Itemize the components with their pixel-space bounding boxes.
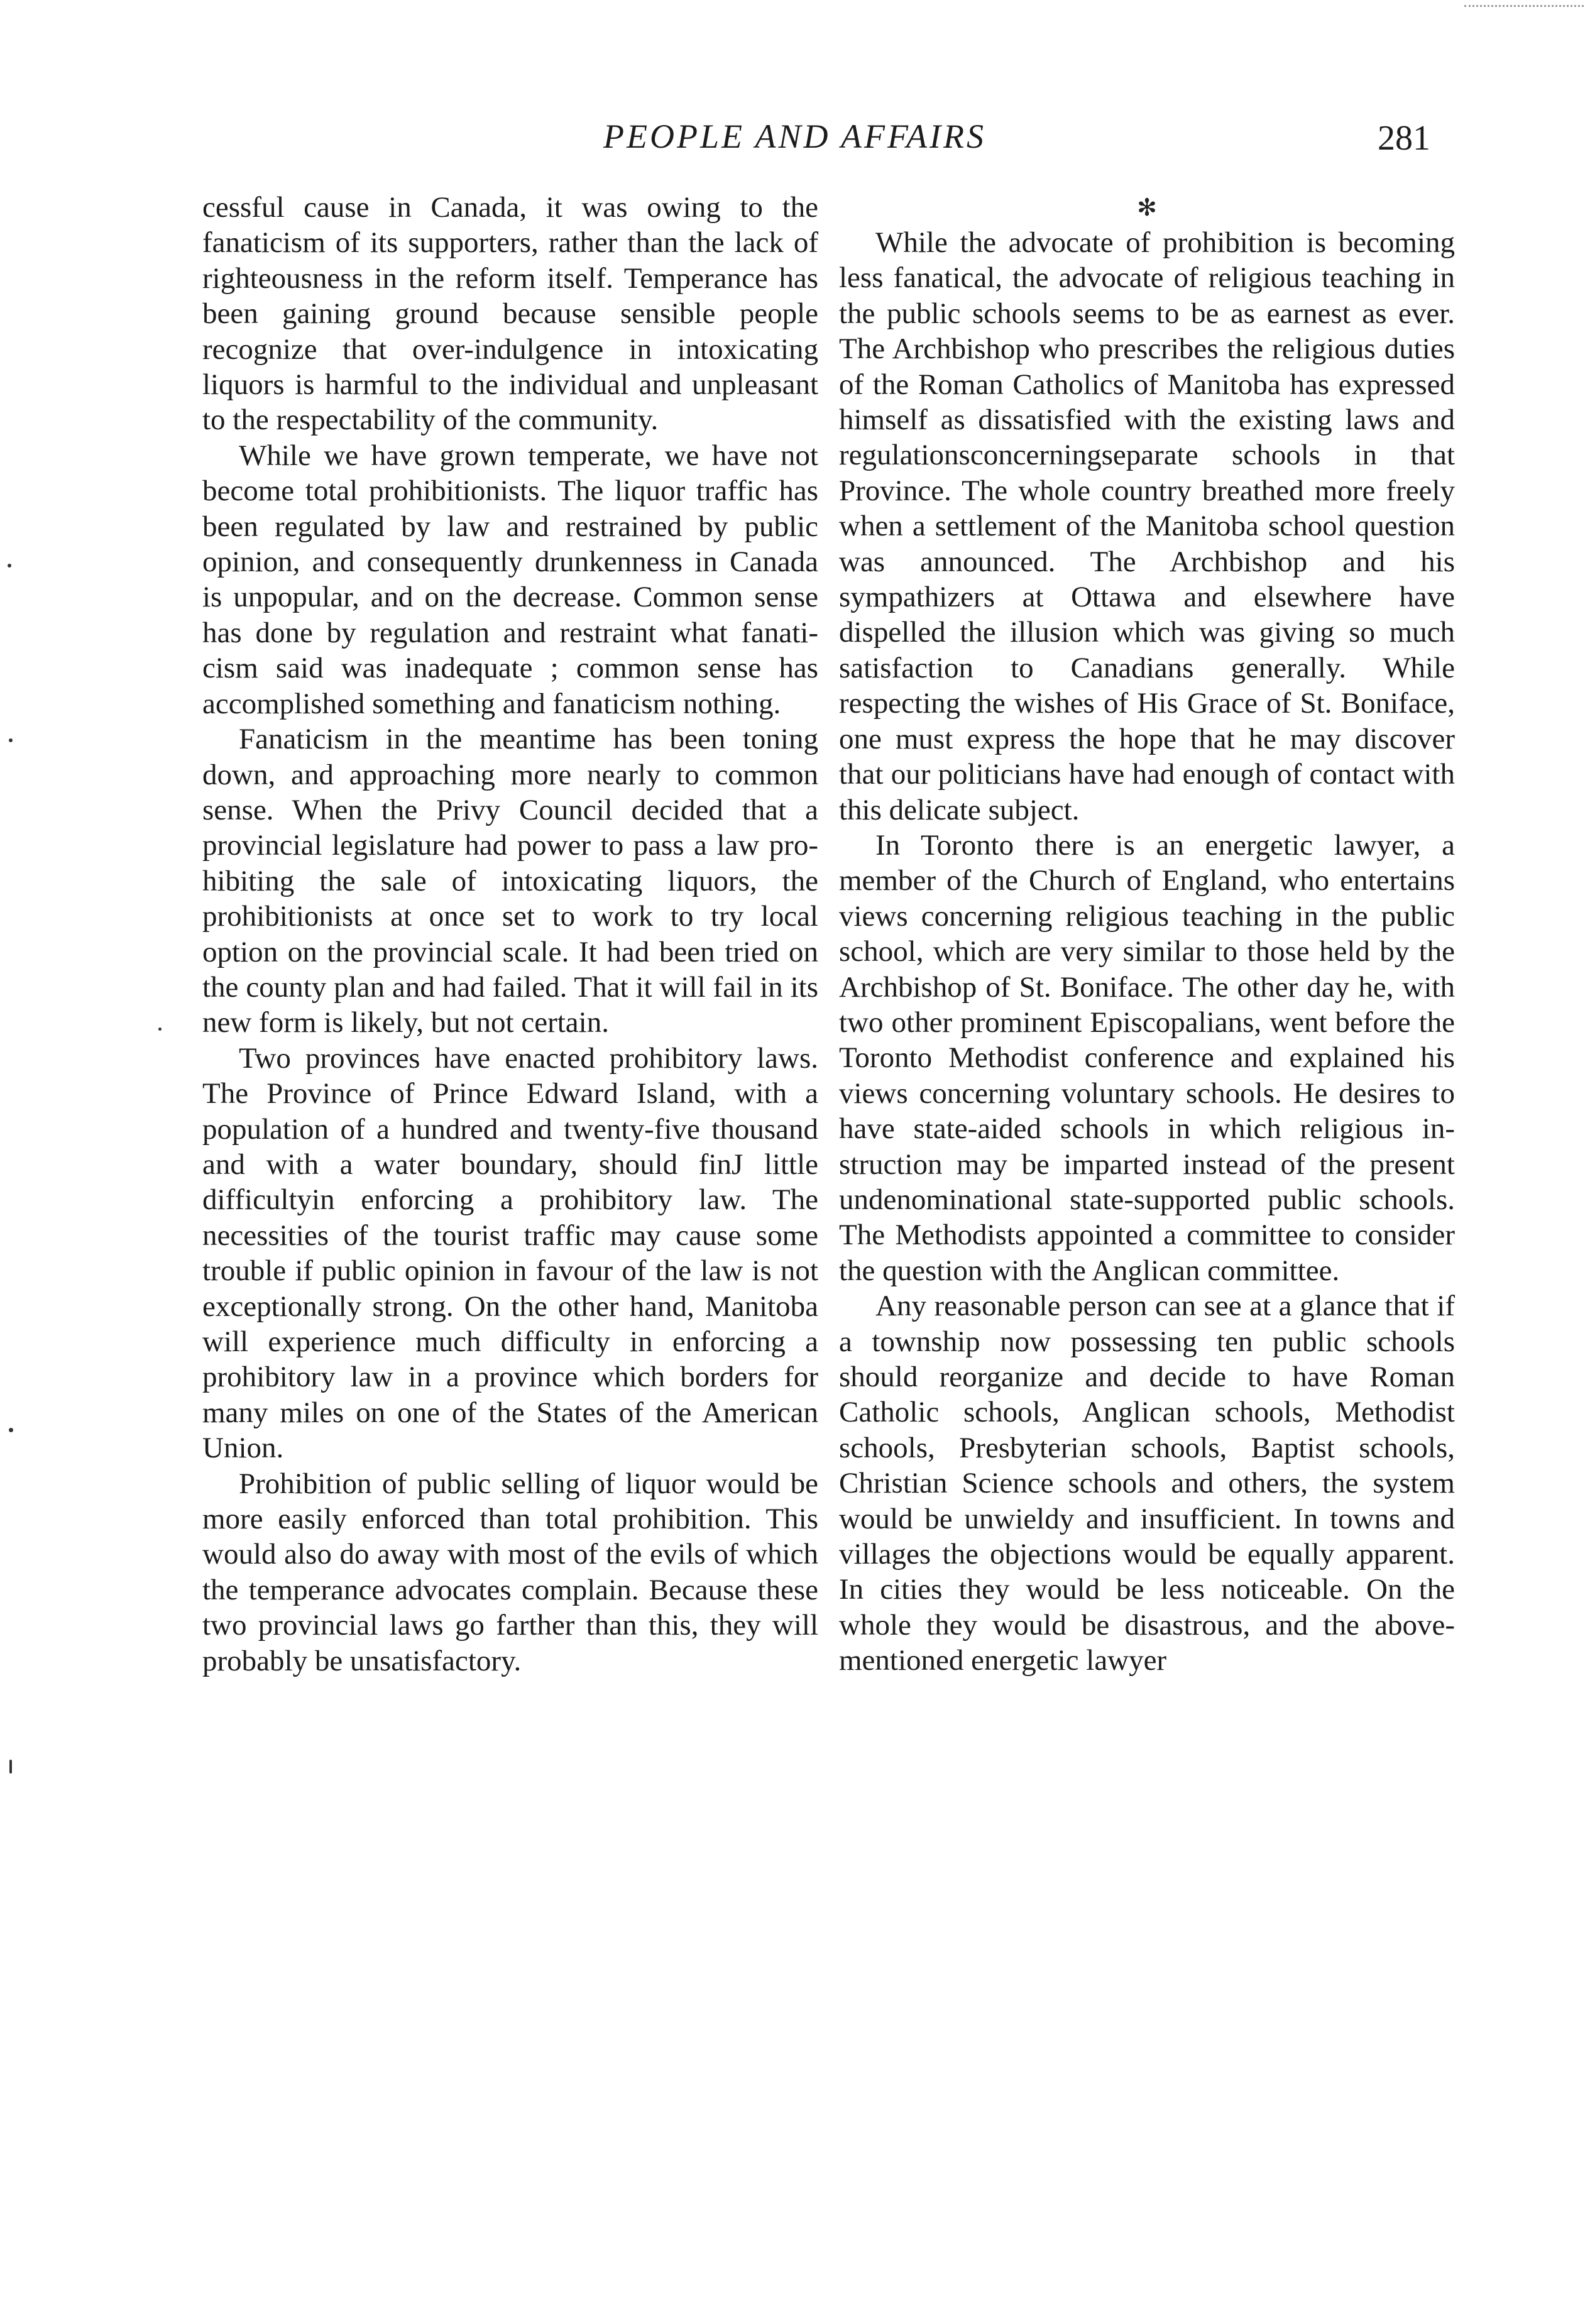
section-break-asterisk: ✻ — [1137, 194, 1157, 221]
margin-speck — [9, 1760, 12, 1773]
left-column — [202, 190, 818, 1679]
paragraph: While the advocate of prohibition is becoming less fanatical, the advocate of religious teaching in the public schools seems to be as earnest as ever. The Archbishop who prescribes the religious duties of the Roman Catholics of Manitoba has expressed himself as dissatisfied with the existing laws and regulationsconcerningseparate schools in that Province. The whole country breathed more freely when a settlement of the Manitoba school question was announced. The Archbishop and his sympathizers at Ottawa and elsewhere have dispelled the illusion which was giving so much satisfaction to Canadians generally. While respecting the wishes of His Grace of St. Boniface, one must express the hope that he may discover that our politicians have had enough of contact with this delicate subject. — [839, 226, 1455, 826]
paragraph: Fanaticism in the meantime has been toning down, and approaching more nearly to common sense. When the Privy Council decided that a provincial legislature had power to pass a law prohibiting the sale of intoxicating liquors, the prohibitionists at once set to work to try local option on the provincial scale. It had been tried on the county plan and had failed. That it will fail in its new form is likely, but not certain. — [202, 723, 818, 1039]
margin-speck — [9, 1428, 13, 1432]
top-edge-rule — [1464, 5, 1584, 9]
running-head — [0, 117, 1590, 161]
margin-speck — [8, 564, 11, 567]
paragraph: cessful cause in Canada, it was owing to the fanaticism of its supporters, rather than the lack of righteousness in the reform itself. Temperance has been gaining ground because sensible people recognize that over-indulgence in intoxicating liquors is harmful to the individual and unpleasant to the respectability of the community. — [202, 191, 818, 437]
right-column — [839, 190, 1455, 1679]
paragraph: Two provinces have enacted prohibitory laws. The Province of Prince Edward Island, with a population of a hundred and twenty-five thousand and with a water boundary, should finJ little difficultyin enforcing a prohibitory law. The necessities of the tourist traffic may cause some trouble if public opinion in favour of the law is not exceptionally strong. On the other hand, Manitoba will experience much difficulty in enforcing a prohibitory law in a province which borders for many miles on one of the States of the American Union. — [202, 1041, 818, 1465]
paragraph: Any reasonable person can see at a glance that if a township now possessing ten public schools should reorganize and decide to have Roman Catholic schools, Anglican schools, Methodist schools, Presbyterian schools, Baptist schools, Christian Science schools and others, the system would be unwieldy and insufficient. In towns and villages the objections would be equally apparent. In cities they would be less noticeable. On the whole they would be disastrous, and the above-mentioned energetic lawyer — [839, 1290, 1455, 1677]
paragraph: While we have grown temperate, we have not become total prohibitionists. The liquor traffic has been regulated by law and restrained by public opinion, and consequently drunkenness in Canada is unpopular, and on the decrease. Common sense has done by regulation and restraint what fanaticism said was inadequate ; common sense has accomplished something and fanaticism nothing. — [202, 439, 818, 720]
running-title: PEOPLE AND AFFAIRS — [603, 118, 986, 155]
paragraph: Prohibition of public selling of liquor would be more easily enforced than total prohibition. This would also do away with most of the evils of which the temperance advocates complain. Because these two provincial laws go farther than this, they will probably be unsatisfactory. — [202, 1467, 818, 1677]
page-number: 281 — [1378, 119, 1430, 158]
margin-speck — [9, 738, 13, 742]
margin-speck — [158, 1028, 162, 1031]
paragraph: In Toronto there is an energetic lawyer, a member of the Church of England, who entertains views concerning religious teaching in the public school, which are very similar to those held by the Archbishop of St. Boniface. The other day he, with two other prominent Episcopalians, went before the Toronto Methodist conference and explained his views concerning voluntary schools. He desires to have state-aided schools in which religious instruction may be imparted instead of the present undenominational state-supported public schools. The Methodists appointed a committee to consider the question with the Anglican committee. — [839, 828, 1455, 1287]
